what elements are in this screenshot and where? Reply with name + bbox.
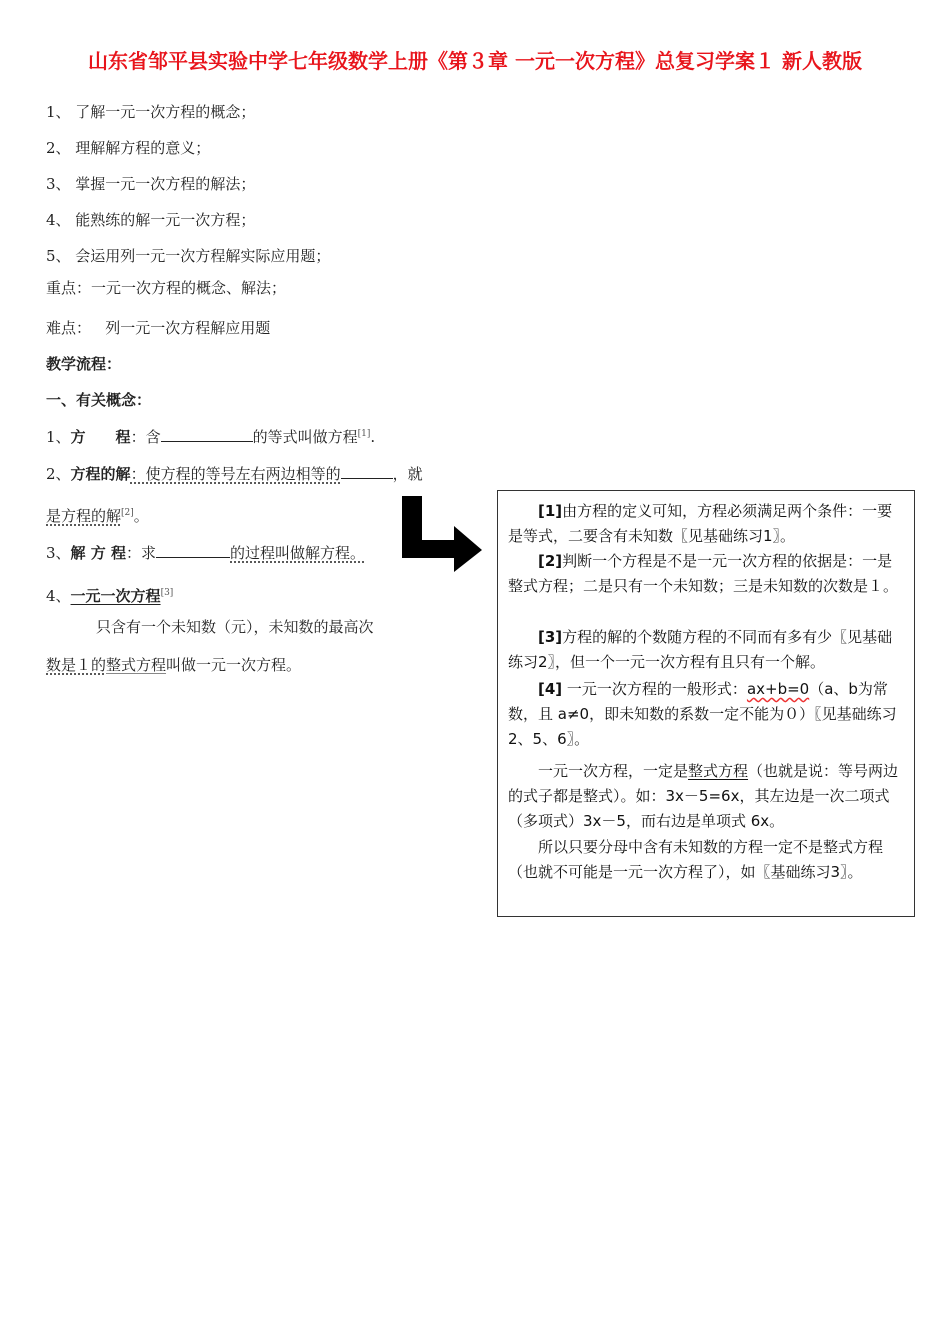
section-heading-concepts: 一、有关概念： [46,391,152,409]
concept-linear-equation: 4、一元一次方程[3] [46,587,174,605]
note-3: [3]方程的解的个数随方程的不同而有多有少〖见基础练习2〗，但一个一元一次方程有且只有一个解。 [508,628,893,671]
page-title: 山东省邹平县实验中学七年级数学上册《第３章 一元一次方程》总复习学案１ 新人教版 [88,49,862,73]
arrow-right-icon [398,496,484,574]
note-2: [2]判断一个方程是不是一元一次方程的依据是：一是整式方程；二是只有一个未知数；三是未知数的次数是１。 [508,552,899,595]
concept-equation: 1、方 程：含 的等式叫做方程[1]. [46,423,375,448]
fill-blank-2 [341,462,393,479]
objective-2: 2、 理解解方程的意义； [46,139,211,157]
teaching-flow-heading: 教学流程： [46,355,122,373]
objective-3: 3、 掌握一元一次方程的解法； [46,175,256,193]
fill-blank-3 [156,541,230,558]
note-1: [1]由方程的定义可知，方程必须满足两个条件：一要是等式，二要含有未知数〖见基础练习1〗。 [508,502,893,545]
concept-linear-def-2: 数是１的整式方程叫做一元一次方程。 [46,656,302,674]
difficult-points: 难点： 列一元一次方程解应用题 [46,319,271,337]
objective-4: 4、 能熟练的解一元一次方程； [46,211,256,229]
concept-solution: 2、方程的解：使方程的等号左右两边相等的 ，就 [46,462,423,485]
notes-box [497,490,915,917]
concept-solving: 3、解 方 程：求 的过程叫做解方程。 [46,541,365,564]
objective-1: 1、 了解一元一次方程的概念； [46,103,256,121]
objective-5: 5、 会运用列一元一次方程解实际应用题； [46,247,331,265]
concept-solution-cont: 是方程的解[2]。 [46,507,149,525]
note-4: [4] 一元一次方程的一般形式：ax+b=0（a、b为常数，且 a≠0，即未知数的系数一定不能为０）〖见基础练习2、5、6〗。 [508,680,897,748]
fill-blank-1 [161,425,253,442]
note-5: 一元一次方程，一定是整式方程（也就是说：等号两边的式子都是整式）。如：3x－5=6x，其左边是一次二项式（多项式）3x－5，而右边是单项式 6x。 [508,762,899,830]
note-6: 所以只要分母中含有未知数的方程一定不是整式方程（也就不可能是一元一次方程了），如〖基础练习3〗。 [508,838,884,881]
key-points: 重点：一元一次方程的概念、解法； [46,279,287,297]
concept-linear-def-1: 只含有一个未知数（元），未知数的最高次 [96,618,374,636]
